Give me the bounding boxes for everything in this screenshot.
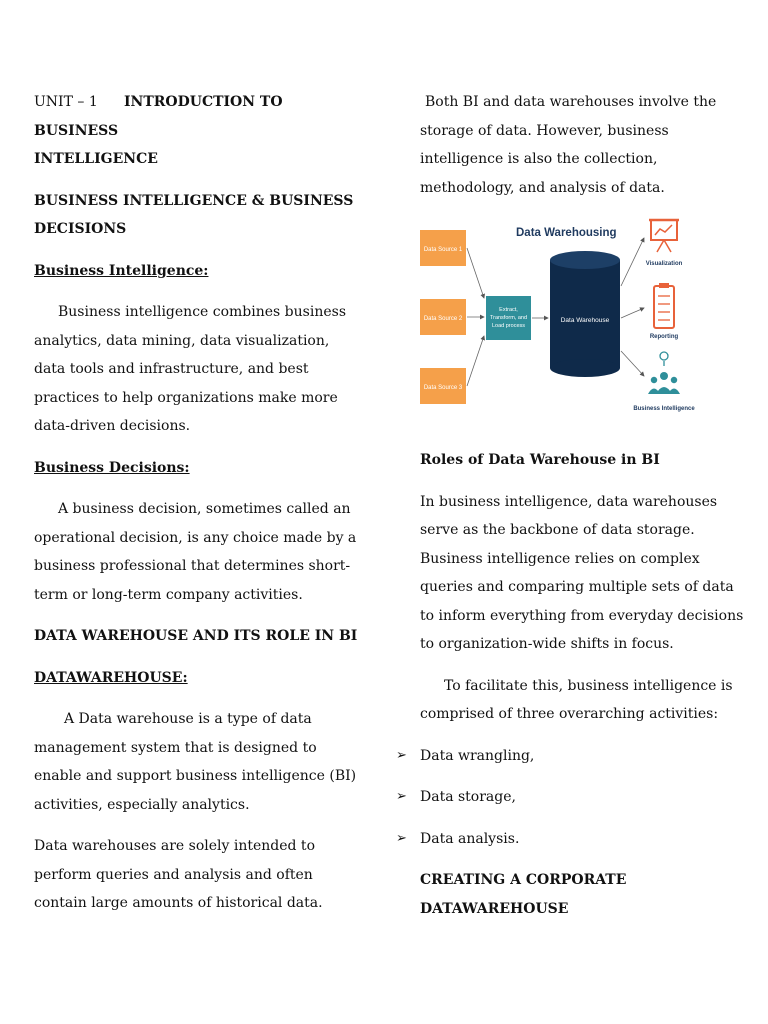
data-source-2-label: Data Source 2: [423, 316, 463, 322]
arrow-warehouse-bi: [621, 351, 644, 376]
dw-paragraph-2: Data warehouses are solely intended to perform queries and analysis and often contain large amounts of historical data.: [34, 838, 323, 911]
subheading-datawarehouse: DATAWAREHOUSE:: [34, 669, 188, 686]
visualization-label: Visualization: [645, 261, 683, 267]
section-heading-bi-decisions: BUSINESS INTELLIGENCE & BUSINESS DECISIONS: [34, 192, 354, 237]
data-source-3-label: Data Source 3: [423, 385, 463, 391]
unit-title-line1: INTRODUCTION TO BUSINESS: [34, 94, 283, 139]
unit-label: UNIT – 1: [34, 94, 98, 110]
diagram-title: Data Warehousing: [516, 227, 617, 239]
bi-paragraph: Business intelligence combines business analytics, data mining, data visualization, data tools and infrastructure, and best practices to help organizations make more data-driven decisions.: [34, 304, 346, 434]
intro-paragraph: Both BI and data warehouses involve the storage of data. However, business intelligence is also the collection, methodology, and analysis of data.: [420, 94, 717, 196]
data-source-1: [420, 230, 466, 266]
arrow-warehouse-reporting: [621, 308, 644, 318]
unit-title-line2: INTELLIGENCE: [34, 151, 158, 167]
unit-heading: [34, 88, 364, 145]
arrow-bullet-icon: ➢: [396, 789, 407, 804]
clipboard-report-icon: [654, 283, 674, 328]
data-source-2: [420, 299, 466, 335]
arrow-bullet-icon: ➢: [396, 747, 407, 763]
team-lightbulb-icon: [648, 352, 680, 394]
diagram-svg: [420, 216, 710, 421]
right-column: [396, 88, 750, 923]
list-item: [396, 742, 750, 771]
arrow-source3-etl: [467, 336, 484, 386]
data-source-3: [420, 368, 466, 404]
data-warehousing-diagram: [420, 216, 710, 421]
arrow-source1-etl: [467, 248, 484, 298]
subheading-business-intelligence: Business Intelligence:: [34, 262, 209, 279]
warehouse-label: Data Warehouse: [560, 317, 610, 324]
roles-paragraph: In business intelligence, data warehouses serve as the backbone of data storage. Business intelligence relies on complex queries and comparing multiple sets of data to inform everything from everyday decisions to organization-wide shifts in focus.: [420, 493, 744, 652]
etl-process-box: [486, 296, 531, 340]
etl-label-line2: Transform, and: [489, 315, 528, 321]
presentation-chart-icon: [649, 220, 679, 252]
list-item: [396, 825, 750, 854]
list-item-text: Data wrangling,: [420, 747, 535, 764]
data-source-1-label: Data Source 1: [423, 247, 463, 253]
list-item-text: Data analysis.: [420, 830, 520, 847]
etl-label-line3: Load process: [491, 323, 526, 329]
data-warehouse-cylinder: [550, 251, 620, 377]
reporting-label: Reporting: [649, 334, 679, 340]
section-heading-data-warehouse: DATA WAREHOUSE AND ITS ROLE IN BI: [34, 628, 358, 644]
section-heading-corporate-dw: CREATING A CORPORATE DATAWAREHOUSE: [420, 872, 627, 917]
etl-label-line1: Extract,: [499, 307, 518, 313]
list-item-text: Data storage,: [420, 789, 516, 805]
dw-paragraph-1: A Data warehouse is a type of data management system that is designed to enable and support business intelligence (BI) activities, especially analytics.: [34, 711, 357, 813]
subheading-business-decisions: Business Decisions:: [34, 459, 190, 476]
arrow-bullet-icon: ➢: [396, 830, 407, 846]
activities-list: [396, 742, 750, 854]
roles-heading: Roles of Data Warehouse in BI: [420, 452, 660, 468]
facilitate-paragraph: To facilitate this, business intelligence is comprised of three overarching activities:: [420, 677, 733, 722]
business-intelligence-label: Business Intelligence: [633, 406, 695, 412]
list-item: [396, 783, 750, 812]
left-column: [34, 88, 364, 918]
arrow-warehouse-visualization: [621, 238, 644, 286]
bd-paragraph: A business decision, sometimes called an operational decision, is any choice made by a business professional that determines short-term or long-term company activities.: [34, 501, 357, 603]
